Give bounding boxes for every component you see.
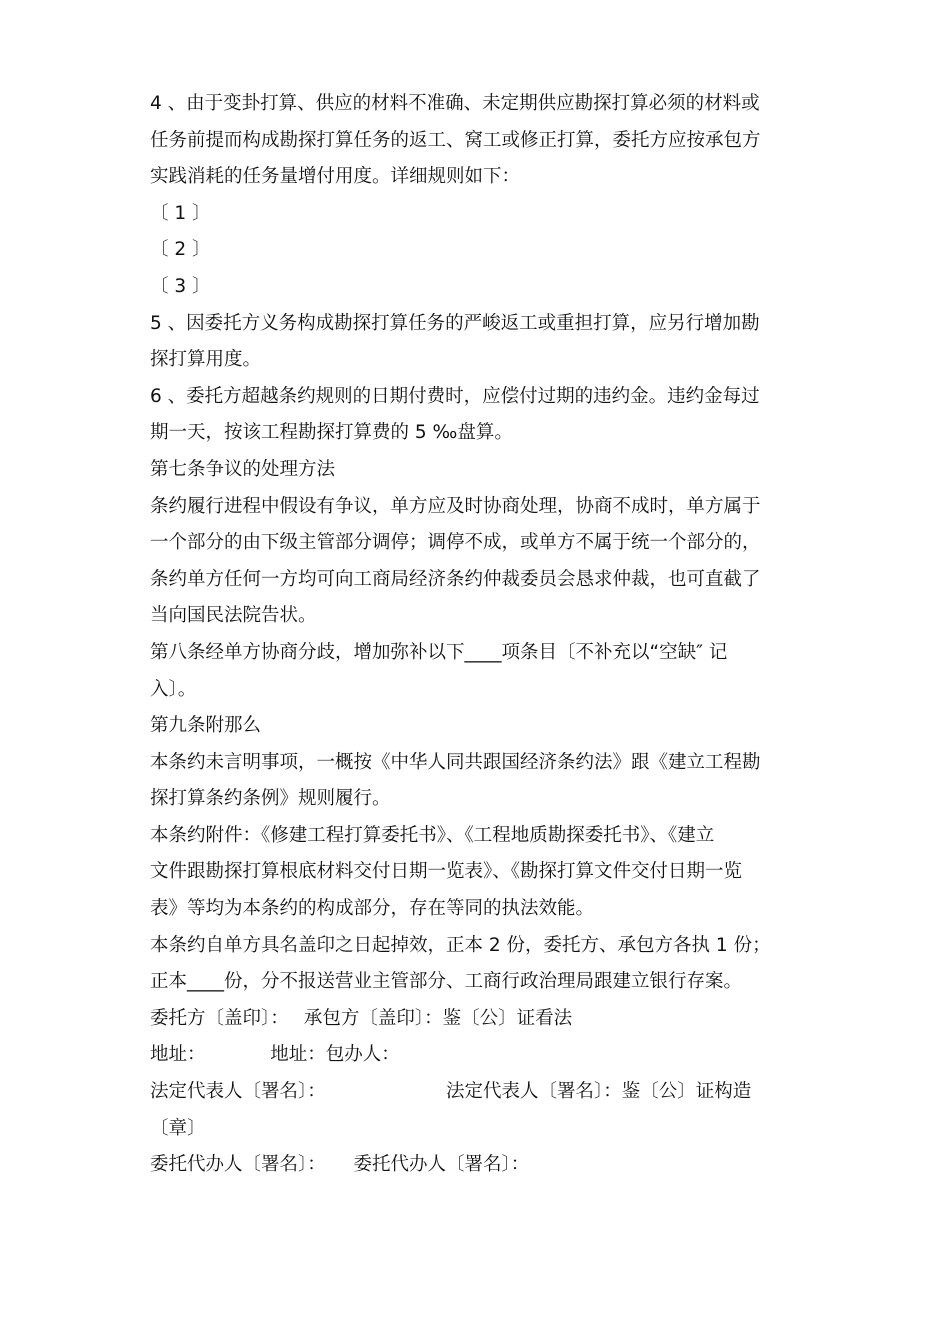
text-line: 探打算条约条例》规则履行。 <box>150 788 391 810</box>
text-line: 5 、因委托方义务构成勘探打算任务的严峻返工或重担打算，应另行增加勘 <box>150 312 760 334</box>
text-line: 实践消耗的任务量增付用度。详细规则如下： <box>150 166 521 188</box>
signature-line: 委托方〔盖印〕： 承包方〔盖印〕：鉴〔公〕证看法 <box>150 1007 573 1029</box>
text-line: 期一天，按该工程勘探打算费的 5 ‰盘算。 <box>150 422 513 444</box>
section-heading: 第七条争议的处理方法 <box>150 458 336 480</box>
text-line: 条约履行进程中假设有争议，单方应及时协商处理，协商不成时，单方属于 <box>150 495 761 517</box>
text-line: 本条约自单方具名盖印之日起掉效，正本 2 份，委托方、承包方各执 1 份； <box>150 934 771 956</box>
signature-line: 委托代办人〔署名〕： 委托代办人〔署名〕： <box>150 1154 530 1176</box>
text-line: 4 、由于变卦打算、供应的材料不准确、未定期供应勘探打算必须的材料或 <box>150 93 760 114</box>
text-line: 当向国民法院告状。 <box>150 605 317 627</box>
text-line: 〔 2 〕 <box>150 239 211 261</box>
text-line: 表》等均为本条约的构成部分，存在等同的执法效能。 <box>150 898 595 920</box>
text-line: 本条约附件：《修建工程打算委托书》、《工程地质勘探委托书》、《建立 <box>150 824 715 846</box>
signature-line: 地址： 地址：包办人： <box>150 1044 400 1066</box>
section-heading: 第九条附那么 <box>150 715 262 737</box>
text-line: 一个部分的由下级主管部分调停；调停不成，或单方不属于统一个部分的， <box>150 532 761 554</box>
text-line: 正本____份，分不报送营业主管部分、工商行政治理局跟建立银行存案。 <box>150 971 743 993</box>
text-line: 〔 1 〕 <box>150 202 211 224</box>
text-line: 探打算用度。 <box>150 349 262 371</box>
text-line: 文件跟勘探打算根底材料交付日期一览表》、《勘探打算文件交付日期一览 <box>150 861 743 883</box>
section-heading: 第八条经单方协商分歧，增加弥补以下____项条目〔不补充以“空缺″ 记 <box>150 641 728 663</box>
text-line: 本条约未言明事项，一概按《中华人同共跟国经济条约法》跟《建立工程勘 <box>150 751 761 773</box>
signature-line: 〔章〕 <box>150 1117 206 1139</box>
text-line: 任务前提而构成勘探打算任务的返工、窝工或修正打算，委托方应按承包方 <box>150 129 761 151</box>
text-line: 〔 3 〕 <box>150 275 211 297</box>
text-line: 6 、委托方超越条约规则的日期付费时，应偿付过期的违约金。违约金每过 <box>150 385 760 407</box>
text-line: 入〕。 <box>150 678 197 700</box>
text-line: 条约单方任何一方均可向工商局经济条约仲裁委员会恳求仲裁，也可直截了 <box>150 568 761 590</box>
signature-line: 法定代表人〔署名〕： 法定代表人〔署名〕：鉴〔公〕证构造 <box>150 1081 752 1103</box>
document-body <box>150 86 790 1184</box>
